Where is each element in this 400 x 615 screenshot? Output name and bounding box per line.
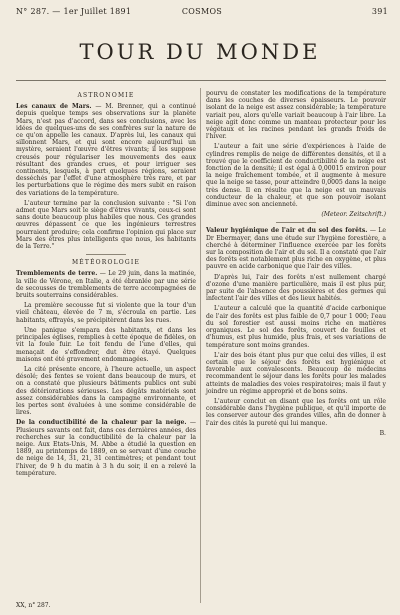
article-paragraph: La cité présente encore, à l'heure actuelle, un aspect désolé; des fentes se voient dans beaucoup de murs, et on a constaté que plusieurs bâtiments publics ont subi des détériorations sérieuses. Les dégâts matériels sont assez considérables dans la campagne environnante, et les pertes sont évaluées à une somme considérable de lires.	[16, 365, 196, 417]
volume-line: XX, n° 287.	[16, 602, 51, 609]
left-column	[16, 90, 196, 480]
article-paragraph: Une panique s'empara des habitants, et dans les principales églises, remplies à cette époque de fidèles, on vit la foule fuir. Le toit fendu de l'une d'elles, qui menaçait de s'effondrer, dut être étayé. Quelques maisons ont été gravement endommagées.	[16, 326, 196, 363]
article-forest	[206, 227, 386, 270]
article-text: — Le Dr Ebermayer, dans une étude sur l'hygiène forestière, a cherché à déterminer l'influence exercée par les forêts sur la composition de l'air et du sol. Il a constaté que l'air des forêts est notablement plus riche en oxygène, et plus pauvre en acide carbonique que l'air des villes.	[206, 227, 387, 271]
author-signature: B.	[379, 429, 386, 437]
issue-number: N° 287. — 1er Juillet 1891	[16, 7, 132, 16]
page-number: 391	[371, 7, 388, 16]
article-title: Valeur hygiénique de l'air et du sol des forêts.	[206, 227, 368, 235]
article-text: — M. Brenner, qui a continué depuis quelque temps ses observations sur la planète Mars, n'est pas d'accord, dans ses conclusions, avec les idées de quelques-uns de ses confrères sur la nature de ce qu'on appelle les canaux. D'après lui, les canaux qui sillonnent Mars, et qui sont encore aujourd'hui un mystère, seraient l'œuvre d'êtres vivants; il les suppose creusés pour régulariser les mouvements des eaux résultant des grandes crues, et pour irriguer ses continents, lesquels, à part quelques régions, seraient desséchés par l'effet d'une atmosphère très rare, et par les perturbations que le régime des mers subit en raison des variations de la température.	[16, 103, 197, 197]
article-paragraph: L'auteur termine par la conclusion suivante : "Si l'on admet que Mars soit le siège d'êtres vivants, ceux-ci sont sans doute beaucoup plus habiles que nous. Ces grandes œuvres dépassent ce que les ingénieurs terrestres pourraient produire; cela confirme l'opinion qui place sur Mars des êtres plus intelligents que nous, les habitants de la Terre."	[16, 199, 196, 251]
section-separator	[86, 254, 126, 255]
page-title: TOUR DU MONDE	[79, 40, 321, 64]
article-snow	[16, 419, 196, 477]
page-header	[16, 6, 388, 18]
section-heading-astronomy: ASTRONOMIE	[77, 92, 135, 99]
title-rule	[16, 80, 386, 81]
article-paragraph: L'air des bois étant plus pur que celui des villes, il est certain que le séjour des forêts est hygiénique et favorable aux convalescents. Beaucoup de médecins recommandent le séjour dans les forêts pour les malades atteints de maladies des voies respiratoires; mais il faut y joindre un régime approprié et de bons soins.	[206, 351, 386, 395]
article-earthquake	[16, 270, 196, 299]
article-title: Les canaux de Mars.	[16, 103, 92, 111]
article-paragraph: pourvu de constater les modifications de la température dans les couches de diverses épaisseurs. Le pouvoir isolant de la neige est assez considérable; la température variait peu, alors qu'elle variait beaucoup à l'air libre. La neige agit donc comme un manteau protecteur pour les végétaux et les racines pendant les grands froids de l'hiver.	[206, 90, 386, 141]
article-title: De la conductibilité de la chaleur par la neige.	[16, 419, 187, 427]
right-column	[206, 90, 386, 437]
article-paragraph: La première secousse fut si violente que la tour d'un vieil château, élevée de 7 m, s'écroula en partie. Les habitants, effrayés, se précipitèrent dans les rues.	[16, 302, 196, 324]
article-paragraph: L'auteur a fait une série d'expériences à l'aide de cylindres remplis de neige de différentes densités, et il a trouvé que le coefficient de conductibilité de la neige est fonction de la densité; il est égal à 0,00015 environ pour la neige fraîchement tombée, et il augmente à mesure que la neige se tasse, pour atteindre 0,0005 dans la neige très dense. Il en résulte que la neige est un mauvais conducteur de la chaleur, et que son pouvoir isolant diminue avec son ancienneté.	[206, 143, 386, 209]
article-mars	[16, 103, 196, 197]
article-paragraph: L'auteur a calculé que la quantité d'acide carbonique de l'air des forêts est plus faible de 0,7 pour 1 000; l'eau du sol forestier est aussi moins riche en matières organiques. Le sol des forêts, couvert de feuilles et d'humus, est plus humide, plus frais, et ses variations de température sont moins grandes.	[206, 305, 386, 349]
article-text: — Plusieurs savants ont fait, dans ces dernières années, des recherches sur la conductibilité de la chaleur par la neige. Aux Etats-Unis, M. Abbe a étudié la question en 1889, au printemps de 1889, en se servant d'une couche de neige de 14, 31, 21, 31 centimètres; et pendant tout l'hiver, de 9 h du matin à 3 h du soir, il en a relevé la température.	[16, 419, 197, 477]
journal-name: COSMOS	[181, 7, 223, 16]
article-paragraph: L'auteur conclut en disant que les forêts ont un rôle considérable dans l'hygiène publique, et qu'il importe de les conserver autour des grandes villes, afin de donner à l'air des cités la pureté qui lui manque.	[206, 397, 386, 427]
article-paragraph: D'après lui, l'air des forêts n'est nullement chargé d'ozone d'une manière particulière, mais il est plus pur, par suite de l'absence des poussières et des germes qui infectent l'air des villes et des lieux habités.	[206, 273, 386, 303]
article-text: — Le 29 juin, dans la matinée, la ville de Vérone, en Italie, a été ébranlée par une série de secousses de tremblements de terre accompagnées de bruits souterrains considérables.	[16, 270, 196, 300]
section-separator	[276, 222, 316, 223]
section-heading-meteorology: MÉTÉOROLOGIE	[71, 259, 141, 267]
article-title: Tremblements de terre.	[16, 270, 98, 278]
source-citation: (Meteor. Zeitschrift.)	[321, 211, 386, 219]
column-divider	[200, 88, 201, 603]
